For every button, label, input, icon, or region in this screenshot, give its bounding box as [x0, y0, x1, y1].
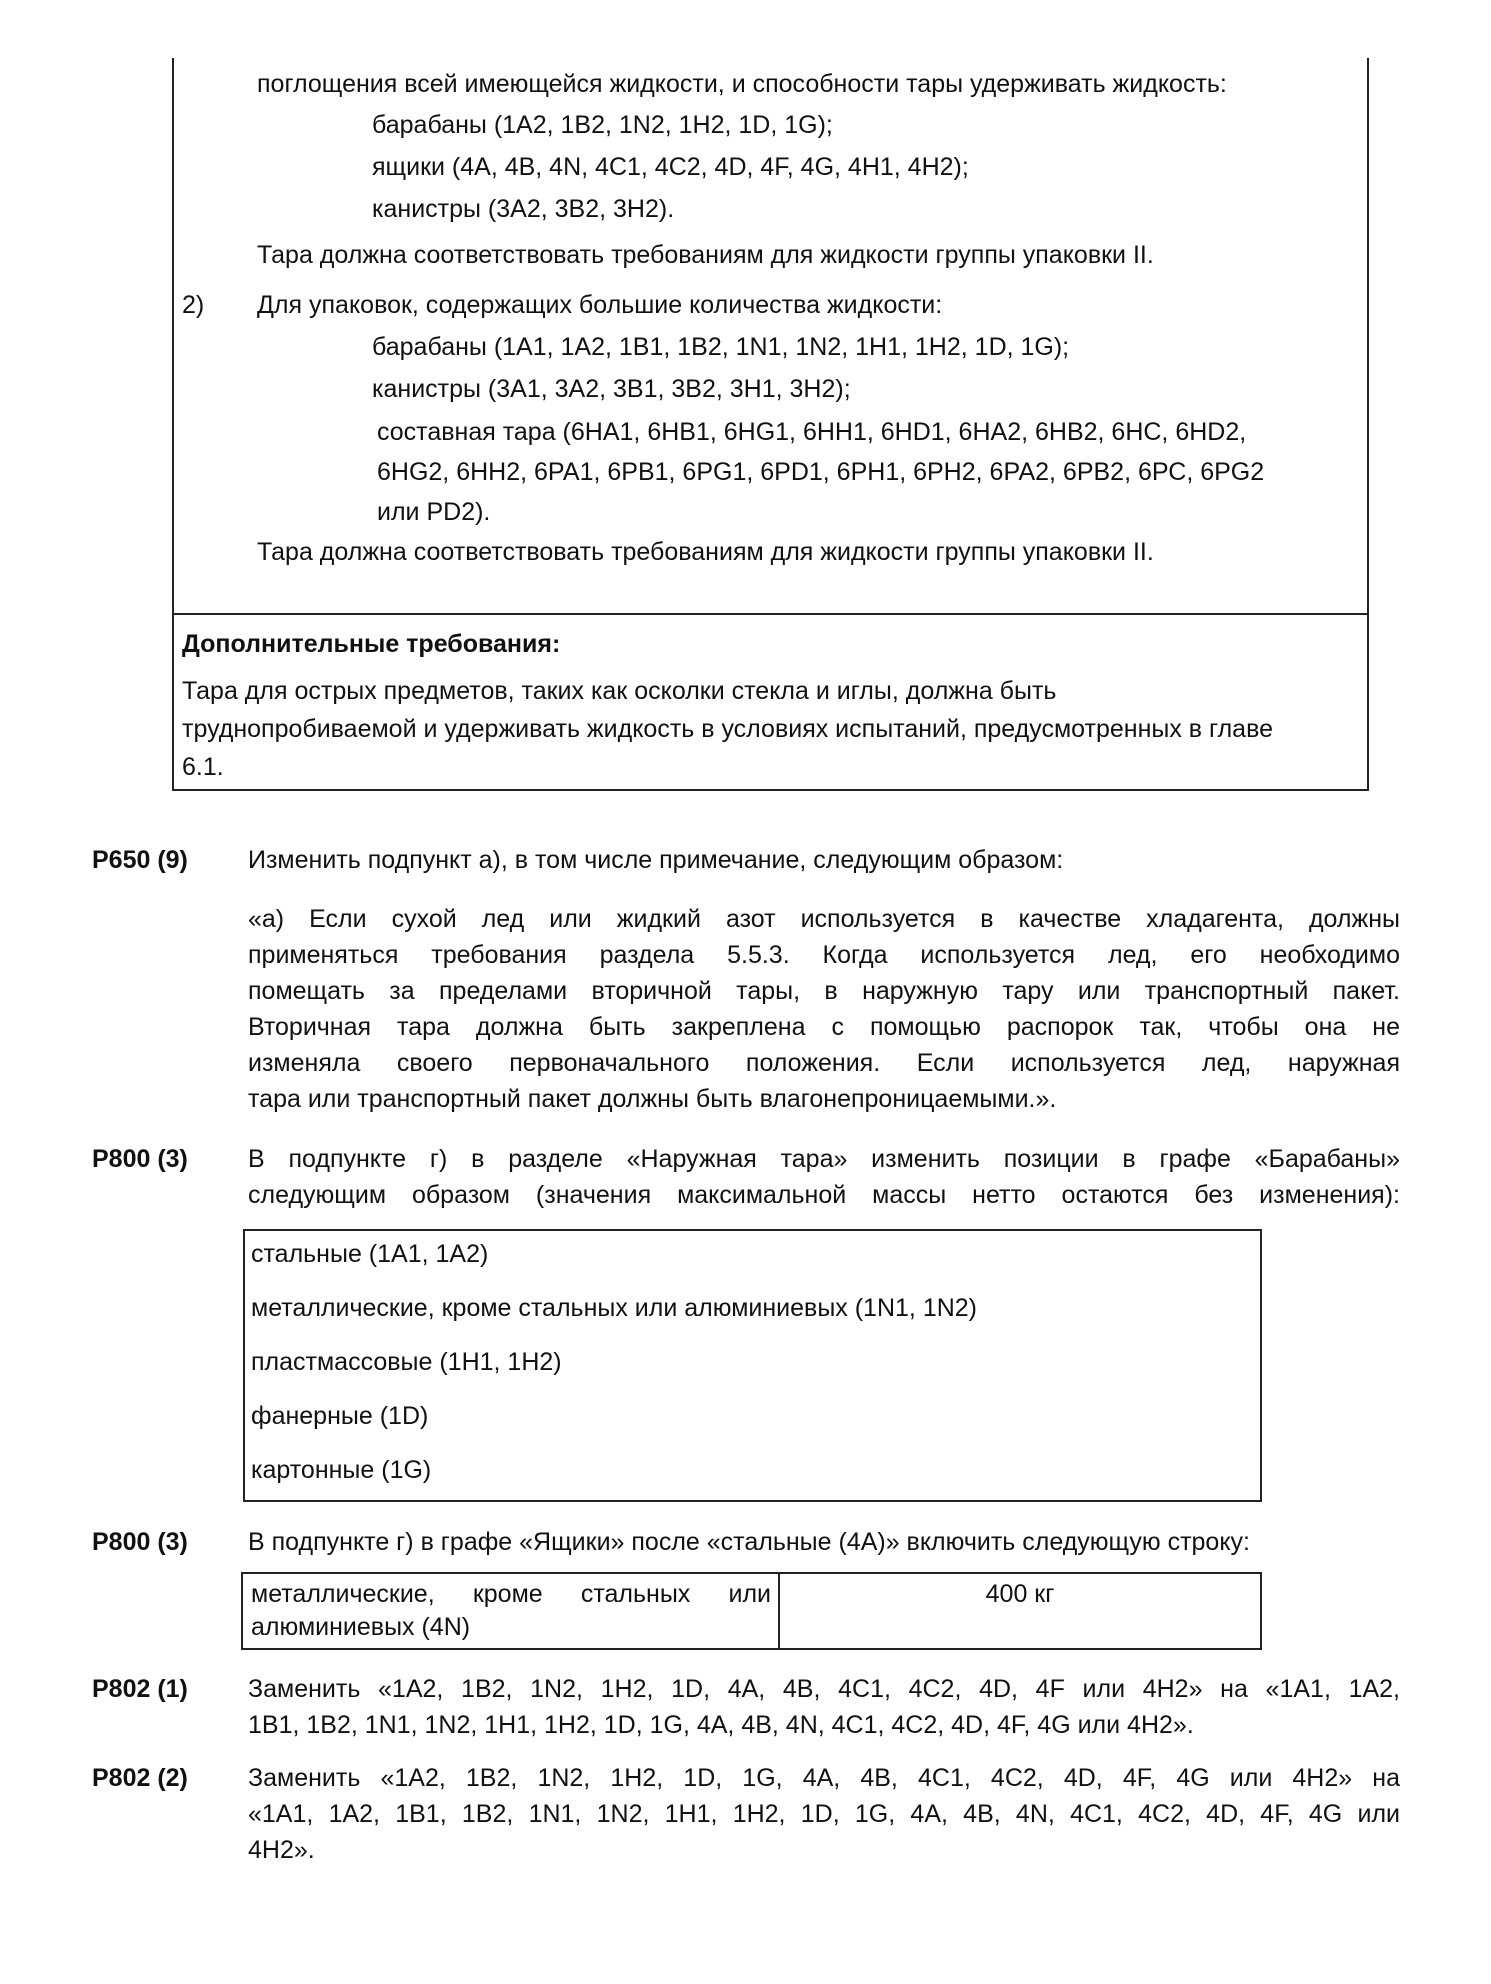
section-label: P802 (2) [92, 1764, 188, 1792]
quote-line: изменяла своего первоначального положения. Если используется лед, наружная [248, 1049, 1400, 1077]
section-label: P650 (9) [92, 846, 188, 874]
quote-line: применяться требования раздела 5.5.3. Когда используется лед, его необходимо [248, 941, 1400, 969]
list-item: составная тара (6НА1, 6НВ1, 6НG1, 6НН1, 6НD1, 6НА2, 6НВ2, 6НС, 6НD2, [377, 418, 1247, 446]
boxes-table [241, 1572, 1262, 1650]
instruction-line: следующим образом (значения максимальной массы нетто остаются без изменения): [248, 1181, 1400, 1209]
quote-line: «а) Если сухой лед или жидкий азот используется в качестве хладагента, должны [248, 905, 1400, 933]
row-line: металлические, кроме стальных или [251, 1580, 771, 1608]
instruction-line: В подпункте г) в разделе «Наружная тара» изменить позиции в графе «Барабаны» [248, 1145, 1400, 1173]
drums-table [243, 1229, 1262, 1502]
intro-line: Для упаковок, содержащих большие количества жидкости: [257, 291, 943, 319]
list-item: канистры (3А1, 3А2, 3В1, 3В2, 3Н1, 3Н2); [372, 375, 851, 403]
table-row: металлические, кроме стальных или алюминиевых (1N1, 1N2) [251, 1294, 978, 1322]
list-item: или РD2). [377, 498, 491, 526]
top-table-bottom-border [172, 789, 1369, 791]
table-row: стальные (1А1, 1А2) [251, 1240, 489, 1268]
table-row: пластмассовые (1Н1, 1Н2) [251, 1348, 562, 1376]
quote-line: помещать за пределами вторичной тары, в наружную тару или транспортный пакет. [248, 977, 1400, 1005]
replacement-line: Заменить «1А2, 1В2, 1N2, 1Н2, 1D, 1G, 4А, 4В, 4С1, 4С2, 4D, 4F, 4G или 4Н2» на [248, 1764, 1400, 1792]
item-number: 2) [182, 291, 205, 319]
replacement-line: «1А1, 1А2, 1В1, 1В2, 1N1, 1N2, 1Н1, 1Н2, 1D, 1G, 4А, 4В, 4N, 4С1, 4С2, 4D, 4F, 4G или [248, 1800, 1400, 1828]
replacement-line: Заменить «1А2, 1В2, 1N2, 1Н2, 1D, 4А, 4В, 4С1, 4С2, 4D, 4F или 4Н2» на «1А1, 1А2, [248, 1675, 1400, 1703]
requirement-text: Тара должна соответствовать требованиям для жидкости группы упаковки II. [257, 241, 1154, 269]
quote-block [248, 902, 1400, 1118]
quote-line: Вторичная тара должна быть закреплена с помощью распорок так, чтобы она не [248, 1013, 1400, 1041]
replacement-line: 4Н2». [248, 1836, 315, 1864]
requirement-text: Тара должна соответствовать требованиям для жидкости группы упаковки II. [257, 538, 1154, 566]
additional-text: Тара для острых предметов, таких как осколки стекла и иглы, должна быть [182, 677, 1057, 705]
instruction-block [248, 1142, 1400, 1214]
mass-value: 400 кг [985, 1580, 1055, 1608]
replacement-block [248, 1672, 1400, 1744]
table-row: картонные (1G) [251, 1456, 432, 1484]
section-label: P800 (3) [92, 1145, 188, 1173]
section-label: P800 (3) [92, 1528, 188, 1556]
list-item: барабаны (1А1, 1А2, 1В1, 1В2, 1N1, 1N2, 1Н1, 1Н2, 1D, 1G); [372, 333, 1070, 361]
replacement-block [248, 1761, 1400, 1869]
list-item: ящики (4А, 4В, 4N, 4С1, 4С2, 4D, 4F, 4G, 4Н1, 4Н2); [372, 153, 969, 181]
instruction-text: В подпункте г) в графе «Ящики» после «стальные (4А)» включить следующую строку: [248, 1528, 1251, 1556]
intro-line: поглощения всей имеющейся жидкости, и способности тары удерживать жидкость: [257, 70, 1227, 98]
additional-text: 6.1. [182, 753, 224, 781]
additional-heading: Дополнительные требования: [182, 630, 561, 658]
top-table-right-border [1367, 58, 1369, 791]
instruction-text: Изменить подпункт а), в том числе примечание, следующим образом: [248, 846, 1064, 874]
list-item: барабаны (1А2, 1В2, 1N2, 1Н2, 1D, 1G); [372, 111, 833, 139]
row-line: алюминиевых (4N) [251, 1613, 471, 1641]
top-table-separator [172, 613, 1369, 615]
replacement-line: 1В1, 1В2, 1N1, 1N2, 1Н1, 1Н2, 1D, 1G, 4А, 4В, 4N, 4С1, 4С2, 4D, 4F, 4G или 4Н2». [248, 1711, 1194, 1739]
quote-line: тара или транспортный пакет должны быть влагонепроницаемыми.». [248, 1085, 1057, 1113]
list-item: 6НG2, 6НН2, 6РА1, 6РВ1, 6РG1, 6РD1, 6РН1, 6РН2, 6РА2, 6РВ2, 6РС, 6РG2 [377, 458, 1265, 486]
additional-text: труднопробиваемой и удерживать жидкость в условиях испытаний, предусмотренных в главе [182, 715, 1273, 743]
top-table-left-border [172, 58, 174, 791]
section-label: P802 (1) [92, 1675, 188, 1703]
table-row: фанерные (1D) [251, 1402, 429, 1430]
list-item: канистры (3А2, 3В2, 3Н2). [372, 195, 675, 223]
table-cell [251, 1578, 771, 1644]
